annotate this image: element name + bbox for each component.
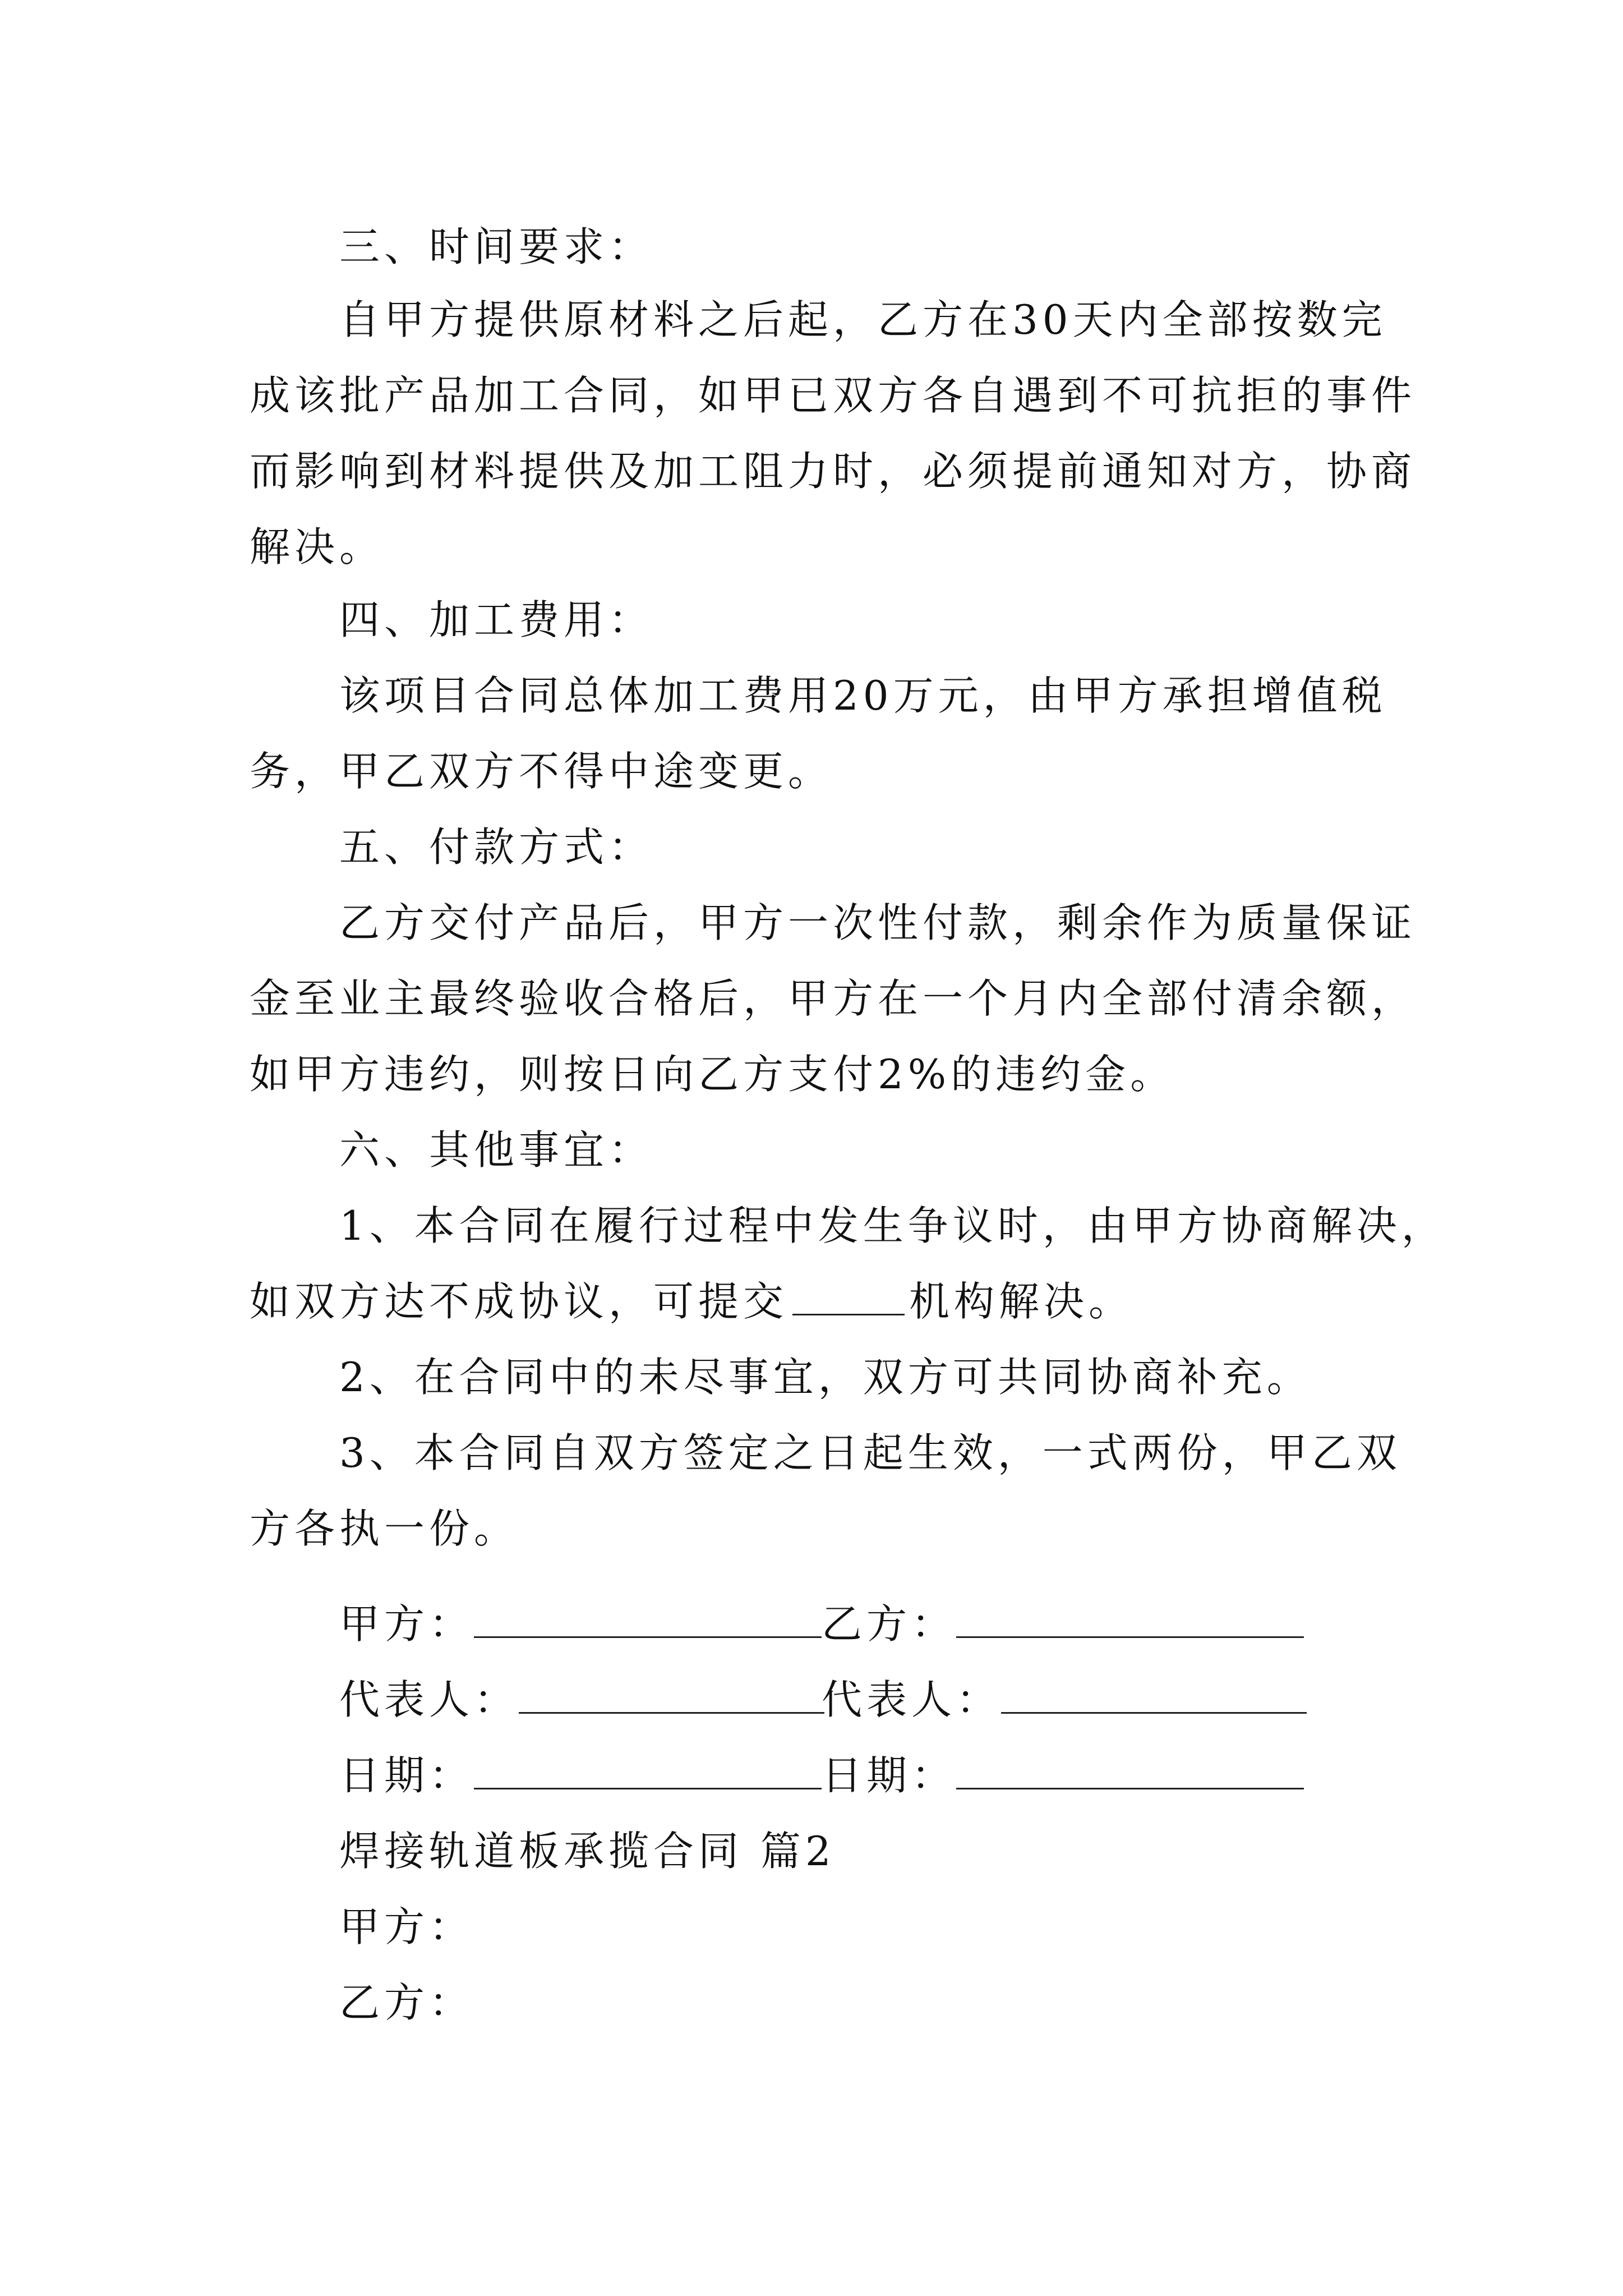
paragraph-line-with-blank [250,1276,1133,1327]
signature-blank [474,1602,822,1638]
heading-payment-method: 五、付款方式： [339,823,654,871]
date-b-signature [822,1750,1304,1801]
party-a-signature [339,1599,822,1649]
paragraph-line: 1、本合同在履行过程中发生争议时，由甲方协商解决， [339,1202,1446,1249]
rep-a-signature [339,1674,824,1725]
signature-blank [1001,1677,1307,1714]
paragraph-line: 务，甲乙双方不得中途变更。 [250,748,833,795]
date-a-signature [339,1750,822,1801]
signature-blank [956,1602,1304,1638]
paragraph-line: 3、本合同自双方签定之日起生效，一式两份，甲乙双 [339,1429,1401,1476]
paragraph-text: 机构解决。 [909,1278,1134,1325]
heading-processing-fee: 四、加工费用： [339,596,654,643]
paragraph-line: 而影响到材料提供及加工阻力时，必须提前通知对方，协商 [250,448,1417,495]
paragraph-line: 成该批产品加工合同，如甲已双方各自遇到不可抗拒的事件 [250,372,1417,419]
paragraph-line: 解决。 [250,523,385,570]
section-2-title: 焊接轨道板承揽合同 篇2 [339,1828,836,1875]
paragraph-line: 该项目合同总体加工费用20万元，由甲方承担增值税 [339,672,1387,719]
party-b-signature [822,1599,1304,1649]
rep-a-label: 代表人： [339,1676,519,1723]
heading-time-requirements: 三、时间要求： [339,223,654,270]
fill-in-blank [792,1279,905,1315]
paragraph-line: 自甲方提供原材料之后起，乙方在30天内全部按数完 [339,296,1387,343]
paragraph-line: 方各执一份。 [250,1505,519,1552]
rep-b-signature [822,1674,1307,1725]
heading-other-matters: 六、其他事宜： [339,1126,654,1174]
paragraph-line: 2、在合同中的未尽事宜，双方可共同协商补充。 [339,1354,1312,1401]
date-a-label: 日期： [339,1752,474,1799]
paragraph-line: 乙方交付产品后，甲方一次性付款，剩余作为质量保证 [339,899,1417,946]
party-b-label: 乙方： [822,1600,957,1648]
paragraph-text: 如双方达不成协议，可提交 [250,1278,789,1325]
party-a-label: 甲方： [339,1600,474,1648]
section-2-party-b: 乙方： [339,1979,474,2026]
paragraph-line: 如甲方违约，则按日向乙方支付2%的违约金。 [250,1051,1175,1098]
paragraph-line: 金至业主最终验收合格后，甲方在一个月内全部付清余额， [250,975,1417,1022]
signature-blank [474,1753,822,1789]
signature-blank [956,1753,1304,1789]
rep-b-label: 代表人： [822,1676,1002,1723]
section-2-party-a: 甲方： [339,1903,474,1950]
date-b-label: 日期： [822,1752,957,1799]
signature-blank [519,1677,824,1714]
